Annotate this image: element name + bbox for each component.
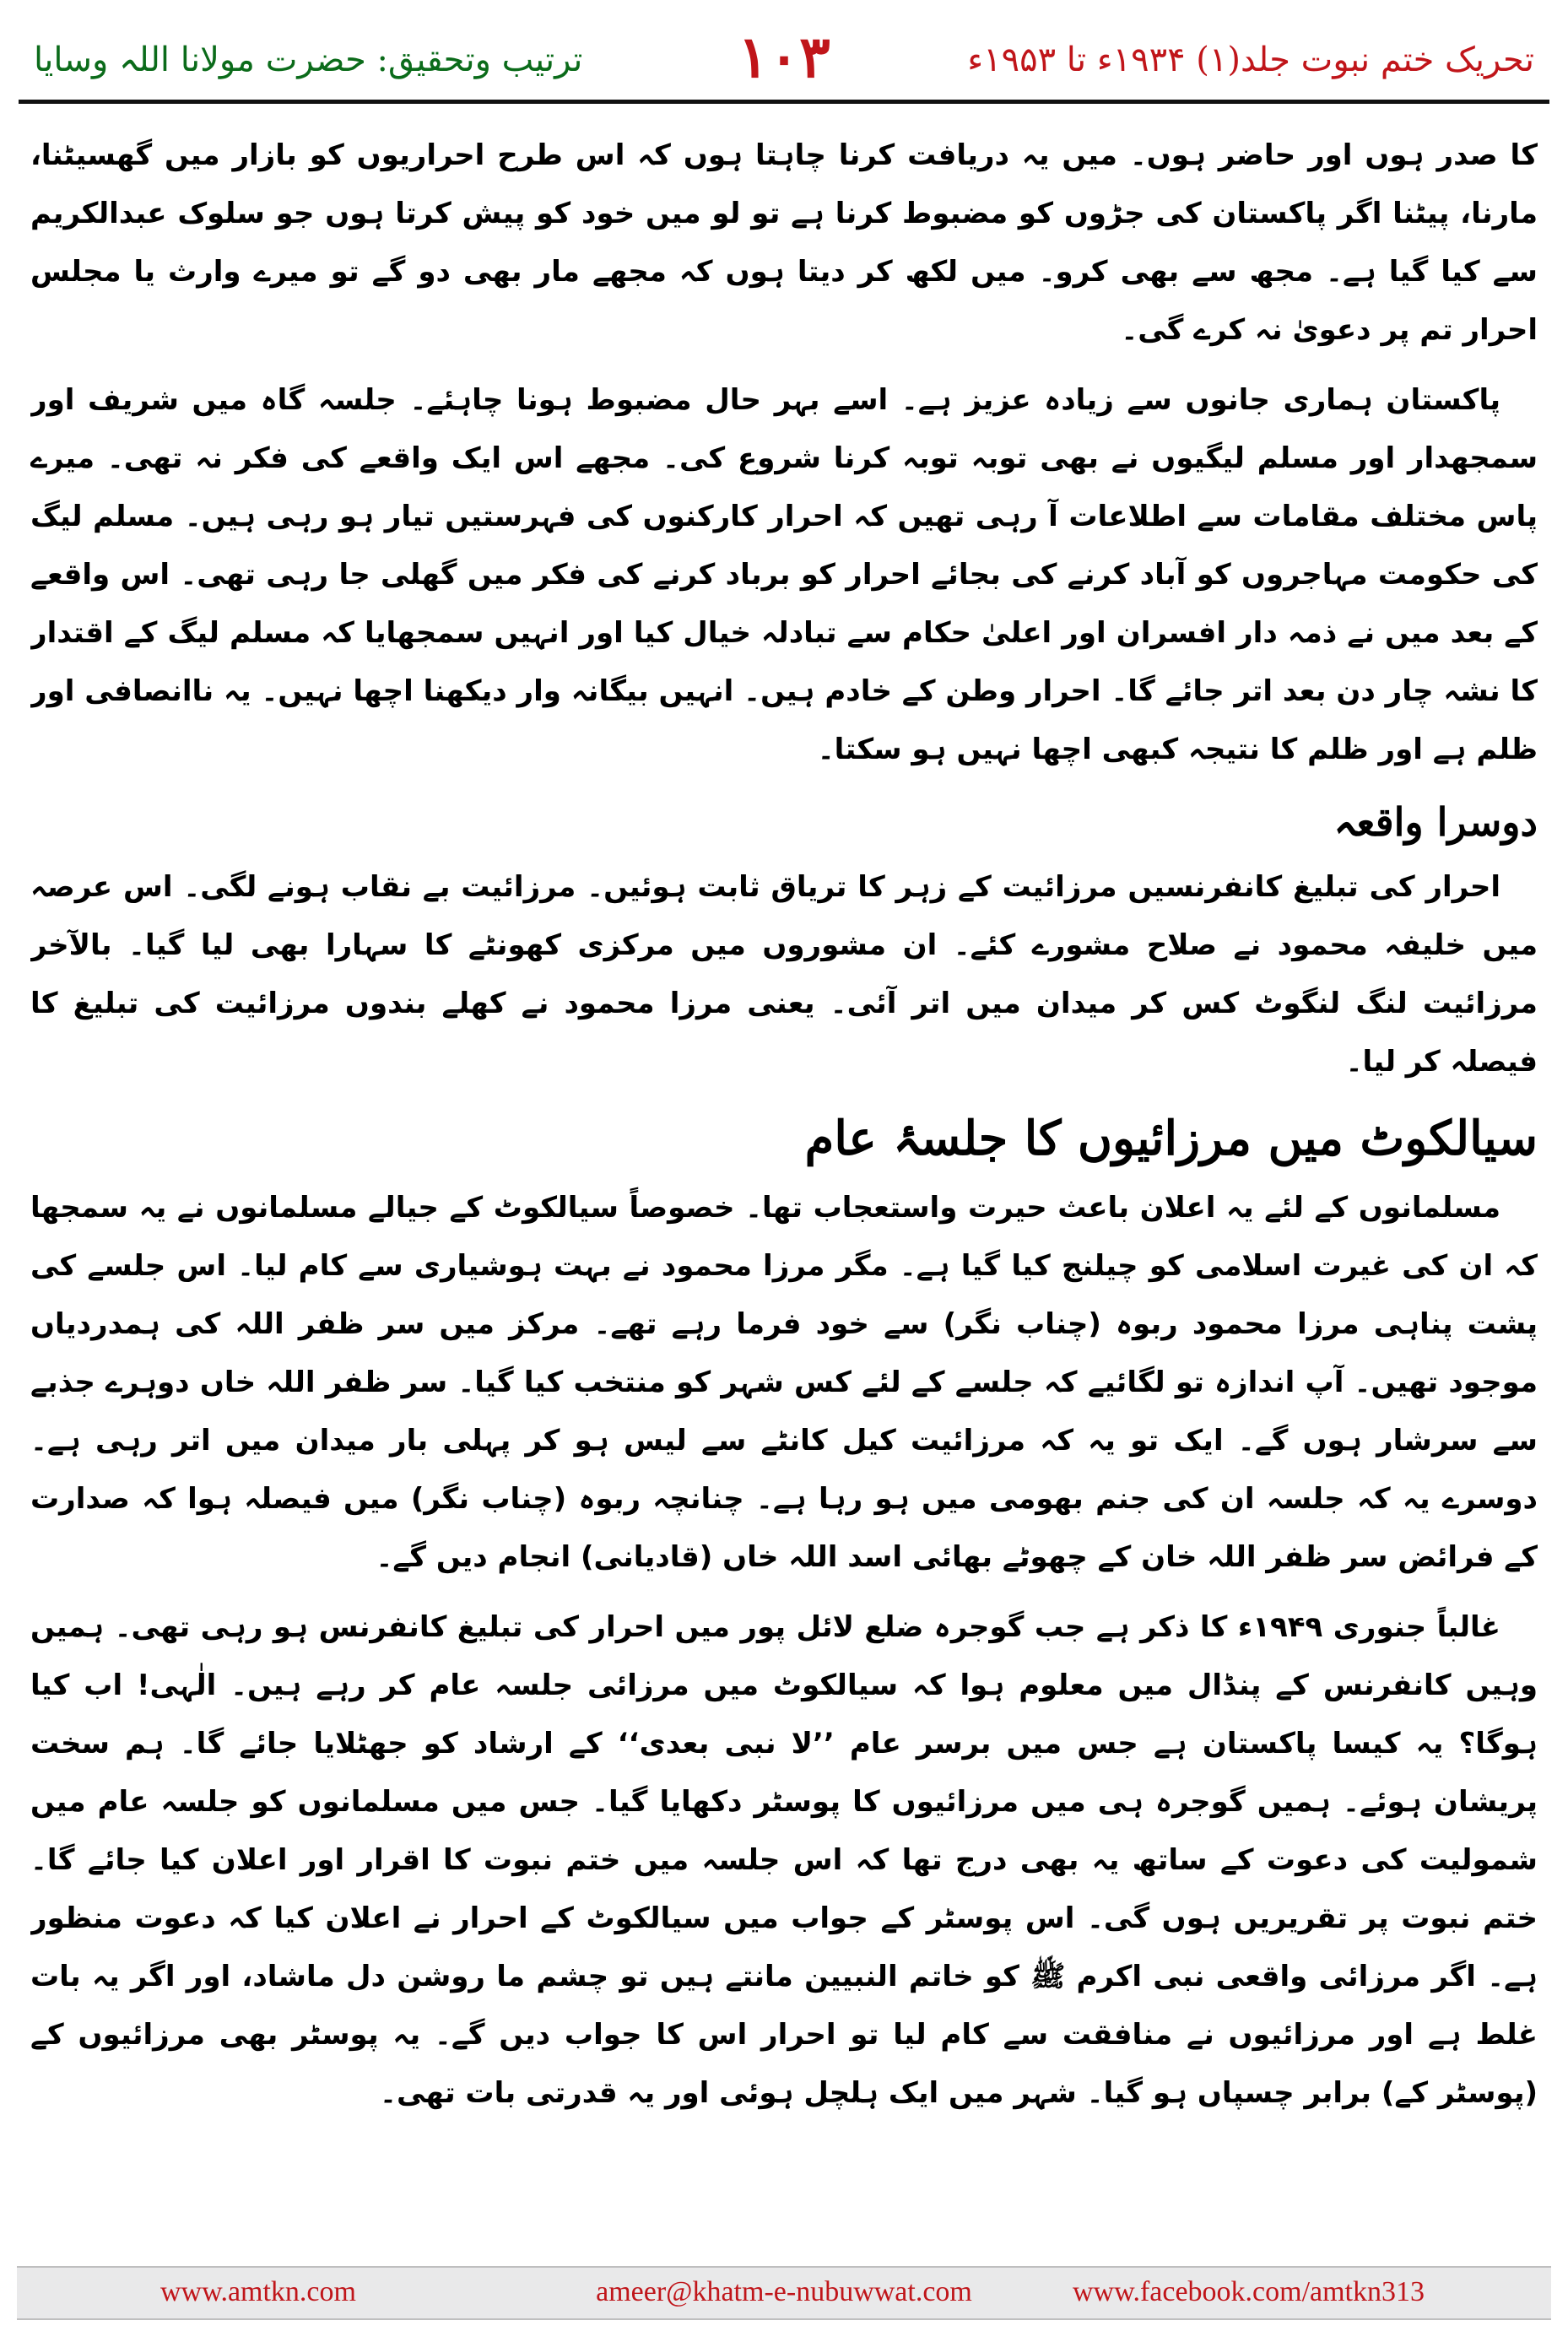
section-heading-sialkot-meeting: سیالکوٹ میں مرزائیوں کا جلسۂ عام	[804, 1111, 1538, 1166]
page-footer	[17, 2266, 1551, 2320]
section-heading-second-incident: دوسرا واقعہ	[1333, 799, 1538, 845]
paragraph-4: مسلمانوں کے لئے یہ اعلان باعث حیرت واستعجاب تھا۔ خصوصاً سیالکوٹ کے جیالے مسلمانوں نے یہ سمجھا کہ ان کی غیرت اسلامی کو چیلنج کیا گیا ہے۔ مگر مرزا محمود نے بہت ہوشیاری سے کام لیا۔ اس جلسے کی پشت پناہی مرزا محمود ربوہ (چناب نگر) سے خود فرما رہے تھے۔ مرکز میں سر ظفر اللہ کی ہمدردیاں موجود تھیں۔ آپ اندازہ تو لگائیے کہ جلسے کے لئے کس شہر کو منتخب کیا گیا۔ سر ظفر اللہ خاں دوہرے جذبے سے سرشار ہوں گے۔ ایک تو یہ کہ مرزائیت کیل کانٹے سے لیس ہو کر پہلی بار میدان میں اتر رہی ہے۔ دوسرے یہ کہ جلسہ ان کی جنم بھومی میں ہو رہا ہے۔ چنانچہ ربوہ (چناب نگر) میں فیصلہ ہوا کہ صدارت کے فرائض سر ظفر اللہ خان کے چھوٹے بھائی اسد اللہ خاں (قادیانی) انجام دیں گے۔	[30, 1191, 1538, 1574]
page-header	[34, 19, 1534, 95]
paragraph-5: غالباً جنوری ۱۹۴۹ء کا ذکر ہے جب گوجرہ ضلع لائل پور میں احرار کی تبلیغ کانفرنس ہو رہی تھی۔ ہمیں وہیں کانفرنس کے پنڈال میں معلوم ہوا کہ سیالکوٹ میں مرزائی جلسہ عام کر رہے ہیں۔ الٰہی! اب کیا ہوگا؟ یہ کیسا پاکستان ہے جس میں برسر عام ’’لا نبی بعدی‘‘ کے ارشاد کو جھٹلایا جائے گا۔ ہم سخت پریشان ہوئے۔ ہمیں گوجرہ ہی میں مرزائیوں کا پوسٹر دکھایا گیا۔ جس میں مسلمانوں کو جلسہ عام میں شمولیت کی دعوت کے ساتھ یہ بھی درج تھا کہ اس جلسہ میں ختم نبوت کا اقرار اور اعلان کیا جائے گا۔ ختم نبوت پر تقریریں ہوں گی۔ اس پوسٹر کے جواب میں سیالکوٹ کے احرار نے اعلان کیا کہ دعوت منظور ہے۔ اگر مرزائی واقعی نبی اکرم ﷺ کو خاتم النبیین مانتے ہیں تو چشم ما روشن دل ماشاد، اور اگر یہ بات غلط ہے اور مرزائیوں نے منافقت سے کام لیا تو احرار اس کا جواب دیں گے۔ یہ پوسٹر بھی مرزائیوں کے (پوسٹر کے) برابر چسپاں ہو گیا۔ شہر میں ایک ہلچل ہوئی اور یہ قدرتی بات تھی۔	[30, 1610, 1538, 2110]
book-title: تحریک ختم نبوت جلد(۱) ۱۹۳۴ء تا ۱۹۵۳ء	[967, 41, 1534, 79]
paragraph-2: پاکستان ہماری جانوں سے زیادہ عزیز ہے۔ اسے بہر حال مضبوط ہونا چاہئے۔ جلسہ گاہ میں شریف اور سمجھدار اور مسلم لیگیوں نے بھی توبہ توبہ کرنا شروع کی۔ مجھے اس ایک واقعے کی فکر نہ تھی۔ میرے پاس مختلف مقامات سے اطلاعات آ رہی تھیں کہ احرار کارکنوں کی فہرستیں تیار ہو رہی ہیں۔ مسلم لیگ کی حکومت مہاجروں کو آباد کرنے کی بجائے احرار کو برباد کرنے کی فکر میں گھلی جا رہی تھی۔ اس واقعے کے بعد میں نے ذمہ دار افسران اور اعلیٰ حکام سے تبادلہ خیال کیا اور انہیں سمجھایا کہ مسلم لیگ کے اقتدار کا نشہ چار دن بعد اتر جائے گا۔ احرار وطن کے خادم ہیں۔ انہیں بیگانہ وار دیکھنا اچھا نہیں۔ یہ ناانصافی اور ظلم ہے اور ظلم کا نتیجہ کبھی اچھا نہیں ہو سکتا۔	[30, 383, 1538, 766]
header-credit: ترتیب وتحقیق: حضرت مولانا اللہ وسایا	[34, 41, 583, 79]
header-divider	[19, 100, 1549, 104]
footer-email-link[interactable]: ameer@khatm-e-nubuwwat.com	[596, 2276, 972, 2307]
footer-facebook-link[interactable]: www.facebook.com/amtkn313	[1072, 2276, 1425, 2307]
paragraph-3: احرار کی تبلیغ کانفرنسیں مرزائیت کے زہر کا تریاق ثابت ہوئیں۔ مرزائیت بے نقاب ہونے لگی۔ اس عرصہ میں خلیفہ محمود نے صلاح مشورے کئے۔ ان مشوروں میں مرکزی کھونٹے کا سہارا بھی لیا گیا۔ بالآخر مرزائیت لنگ لنگوٹ کس کر میدان میں اتر آئی۔ یعنی مرزا محمود نے کھلے بندوں مرزائیت کی تبلیغ کا فیصلہ کر لیا۔	[30, 870, 1538, 1079]
paragraph-1: کا صدر ہوں اور حاضر ہوں۔ میں یہ دریافت کرنا چاہتا ہوں کہ اس طرح احراریوں کو بازار میں گھسیٹنا، مارنا، پیٹنا اگر پاکستان کی جڑوں کو مضبوط کرنا ہے تو لو میں خود کو پیش کرتا ہوں جو سلوک عبدالکریم سے کیا گیا ہے۔ مجھ سے بھی کرو۔ میں لکھ کر دیتا ہوں کہ مجھے مار بھی دو گے تو میرے وارث یا مجلس احرار تم پر دعویٰ نہ کرے گی۔	[30, 138, 1538, 347]
footer-website-link[interactable]: www.amtkn.com	[160, 2276, 356, 2307]
page-body	[30, 127, 1538, 2224]
page-number: ۱۰۳	[738, 24, 830, 91]
